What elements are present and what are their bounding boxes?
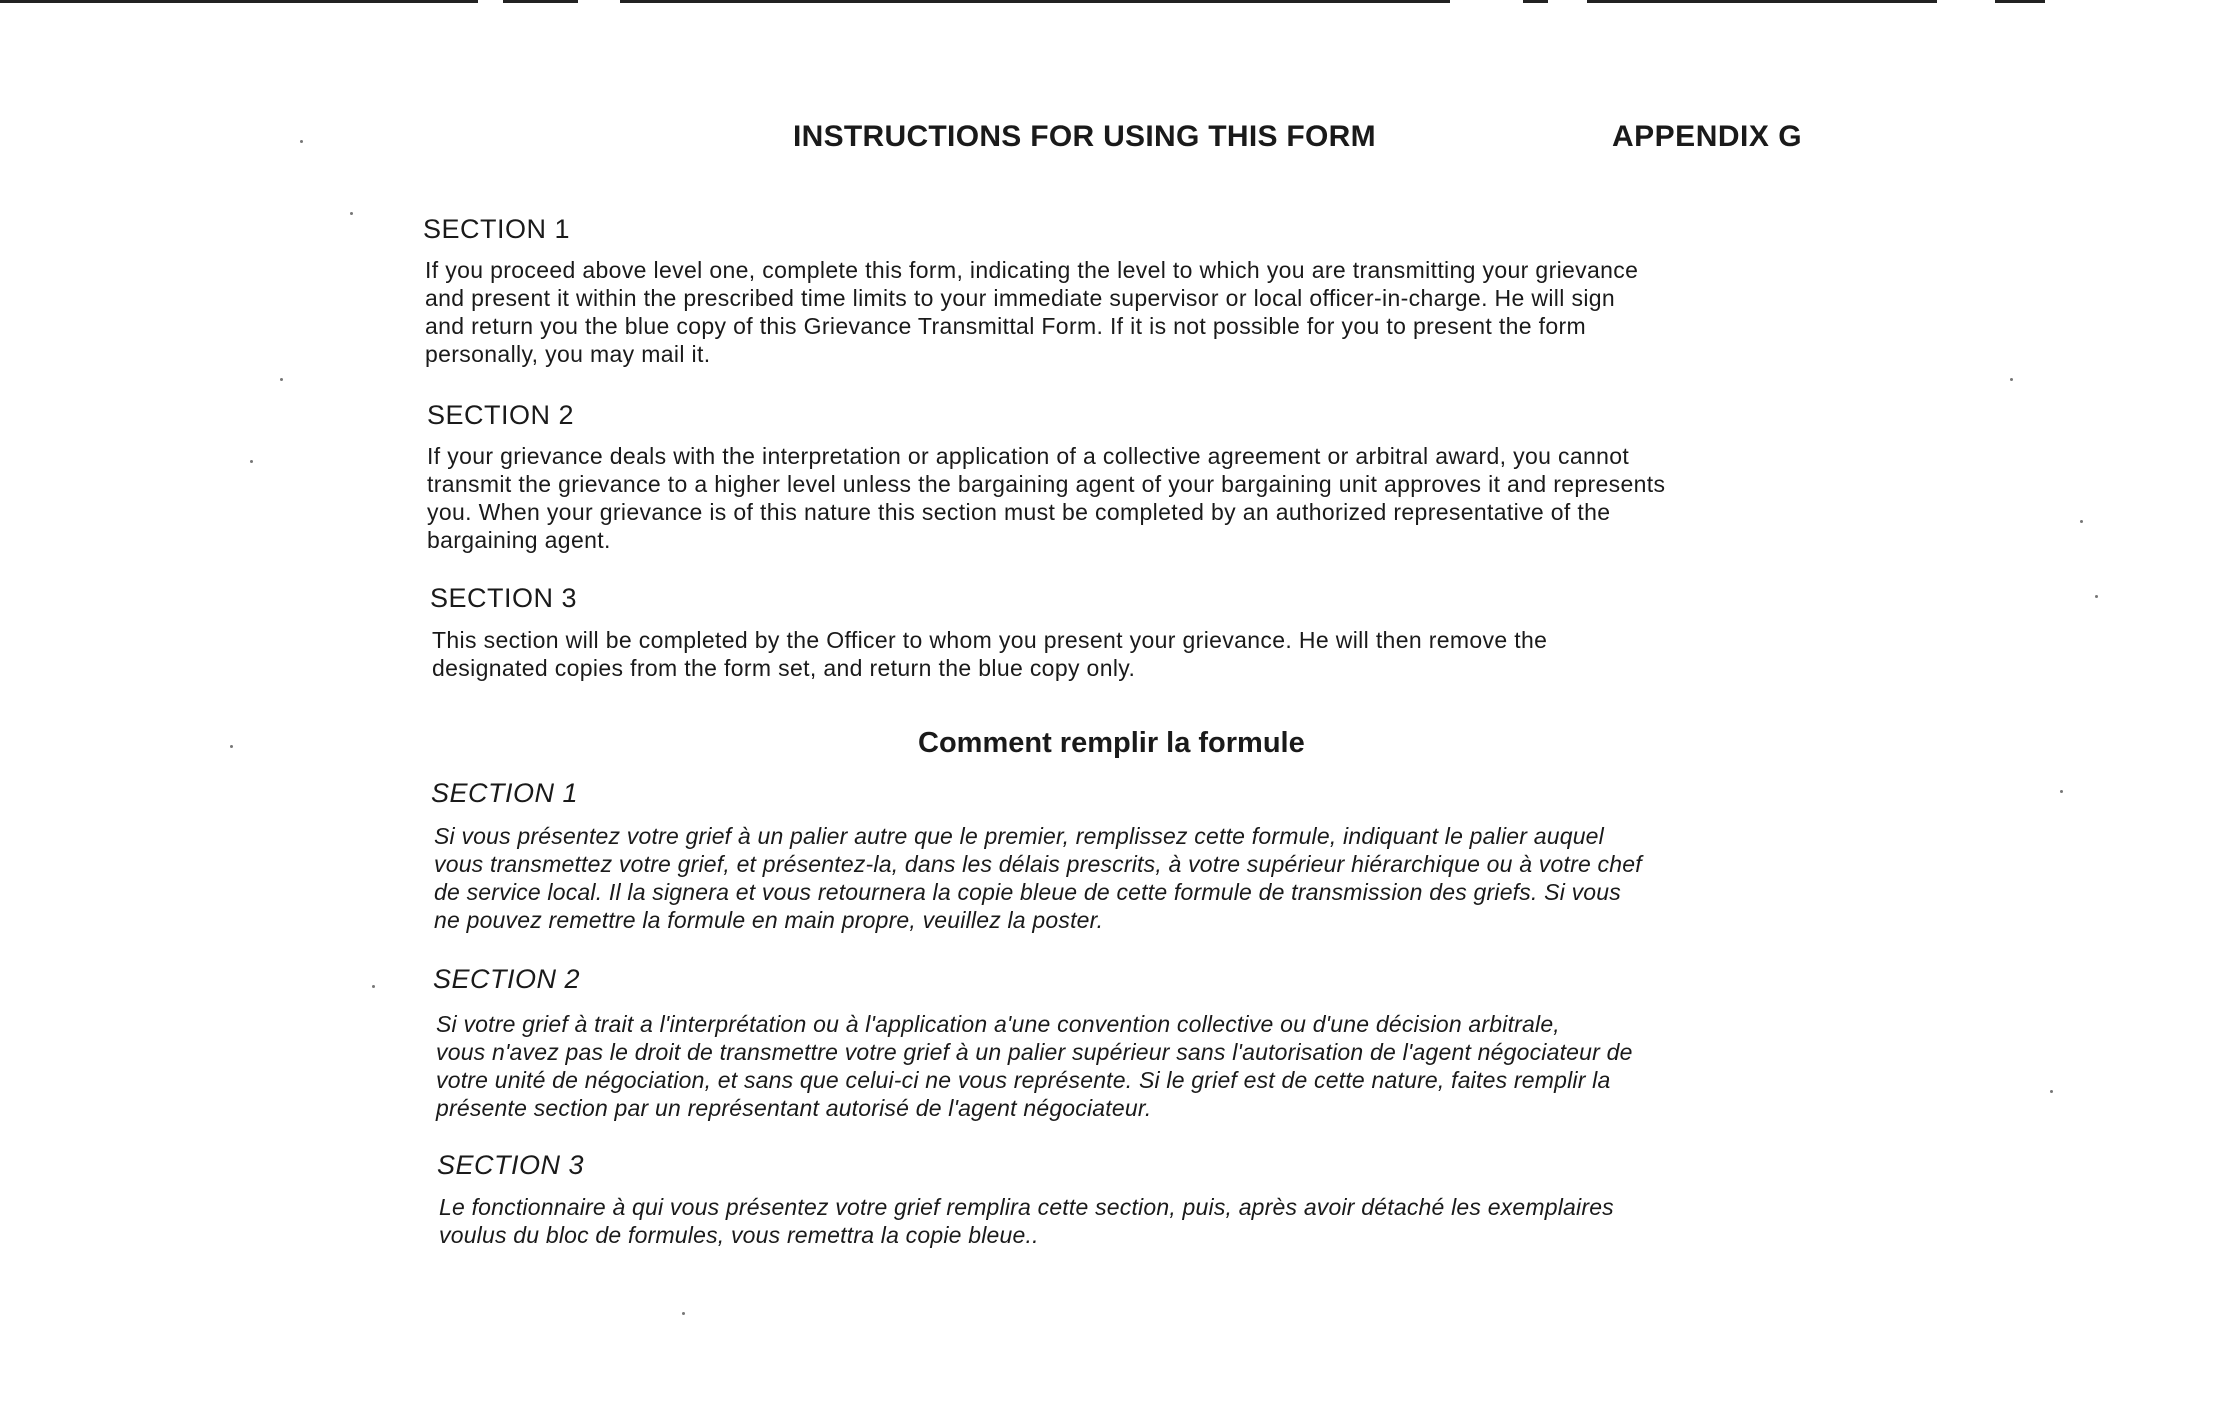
scan-speck [2010, 378, 2013, 381]
section-3-paragraph [432, 626, 1832, 682]
scan-edge-line [1995, 0, 2045, 3]
scan-edge-line [620, 0, 1450, 3]
scan-edge-line [503, 0, 578, 3]
paragraph-line: you. When your grievance is of this nature this section must be completed by an authorized representative of the [427, 499, 1611, 525]
scan-speck [682, 1312, 685, 1315]
paragraph-line: Si votre grief à trait a l'interprétation ou à l'application a'une convention collective ou d'une décision arbitrale, [436, 1011, 1560, 1037]
scan-edge-line [1587, 0, 1937, 3]
paragraph-line: vous transmettez votre grief, et présentez-la, dans les délais prescrits, à votre supérieur hiérarchique ou à votre chef [434, 851, 1642, 877]
scan-edge-line [1523, 0, 1548, 3]
french-section-2-heading: SECTION 2 [433, 964, 581, 994]
scan-speck [2060, 790, 2063, 793]
paragraph-line: ne pouvez remettre la formule en main propre, veuillez la poster. [434, 907, 1104, 933]
section-1-heading: SECTION 1 [423, 214, 571, 244]
scan-speck [372, 985, 375, 988]
scan-speck [350, 212, 353, 215]
french-section-2-paragraph [436, 1010, 1836, 1122]
paragraph-line: designated copies from the form set, and return the blue copy only. [432, 655, 1136, 681]
paragraph-line: personally, you may mail it. [425, 341, 711, 367]
paragraph-line: and return you the blue copy of this Grievance Transmittal Form. If it is not possible for you to present the form [425, 313, 1587, 339]
paragraph-line: Le fonctionnaire à qui vous présentez votre grief remplira cette section, puis, après avoir détaché les exemplaires [439, 1194, 1614, 1220]
paragraph-line: voulus du bloc de formules, vous remettra la copie bleue.. [439, 1222, 1039, 1248]
section-2-heading: SECTION 2 [427, 400, 575, 430]
scan-speck [280, 378, 283, 381]
french-section-3-heading: SECTION 3 [437, 1150, 585, 1180]
paragraph-line: de service local. Il la signera et vous retournera la copie bleue de cette formule de transmission des griefs. Si vous [434, 879, 1621, 905]
scan-speck [300, 140, 303, 143]
french-title: Comment remplir la formule [918, 727, 1305, 759]
paragraph-line: If you proceed above level one, complete this form, indicating the level to which you are transmitting your grievance [425, 257, 1639, 283]
section-2-paragraph [427, 442, 1827, 554]
section-3-heading: SECTION 3 [430, 583, 578, 613]
paragraph-line: présente section par un représentant autorisé de l'agent négociateur. [436, 1095, 1152, 1121]
paragraph-line: votre unité de négociation, et sans que celui-ci ne vous représente. Si le grief est de cette nature, faites remplir la [436, 1067, 1611, 1093]
paragraph-line: transmit the grievance to a higher level unless the bargaining agent of your bargaining unit approves it and represents [427, 471, 1666, 497]
scan-speck [2095, 595, 2098, 598]
paragraph-line: and present it within the prescribed time limits to your immediate supervisor or local officer-in-charge. He will sign [425, 285, 1616, 311]
appendix-label: APPENDIX G [1612, 120, 1803, 153]
scan-speck [250, 460, 253, 463]
paragraph-line: Si vous présentez votre grief à un palier autre que le premier, remplissez cette formule, indiquant le palier auquel [434, 823, 1604, 849]
french-section-1-paragraph [434, 822, 1834, 934]
page-title: INSTRUCTIONS FOR USING THIS FORM [793, 120, 1376, 153]
french-section-1-heading: SECTION 1 [431, 778, 579, 808]
paragraph-line: If your grievance deals with the interpretation or application of a collective agreement or arbitral award, you cannot [427, 443, 1630, 469]
paragraph-line: vous n'avez pas le droit de transmettre votre grief à un palier supérieur sans l'autorisation de l'agent négociateur de [436, 1039, 1633, 1065]
section-1-paragraph [425, 256, 1825, 368]
scan-edge-line [0, 0, 478, 3]
scan-speck [2080, 520, 2083, 523]
paragraph-line: This section will be completed by the Officer to whom you present your grievance. He will then remove the [432, 627, 1548, 653]
scan-speck [2050, 1090, 2053, 1093]
french-section-3-paragraph [439, 1193, 1839, 1249]
scan-speck [230, 745, 233, 748]
paragraph-line: bargaining agent. [427, 527, 611, 553]
